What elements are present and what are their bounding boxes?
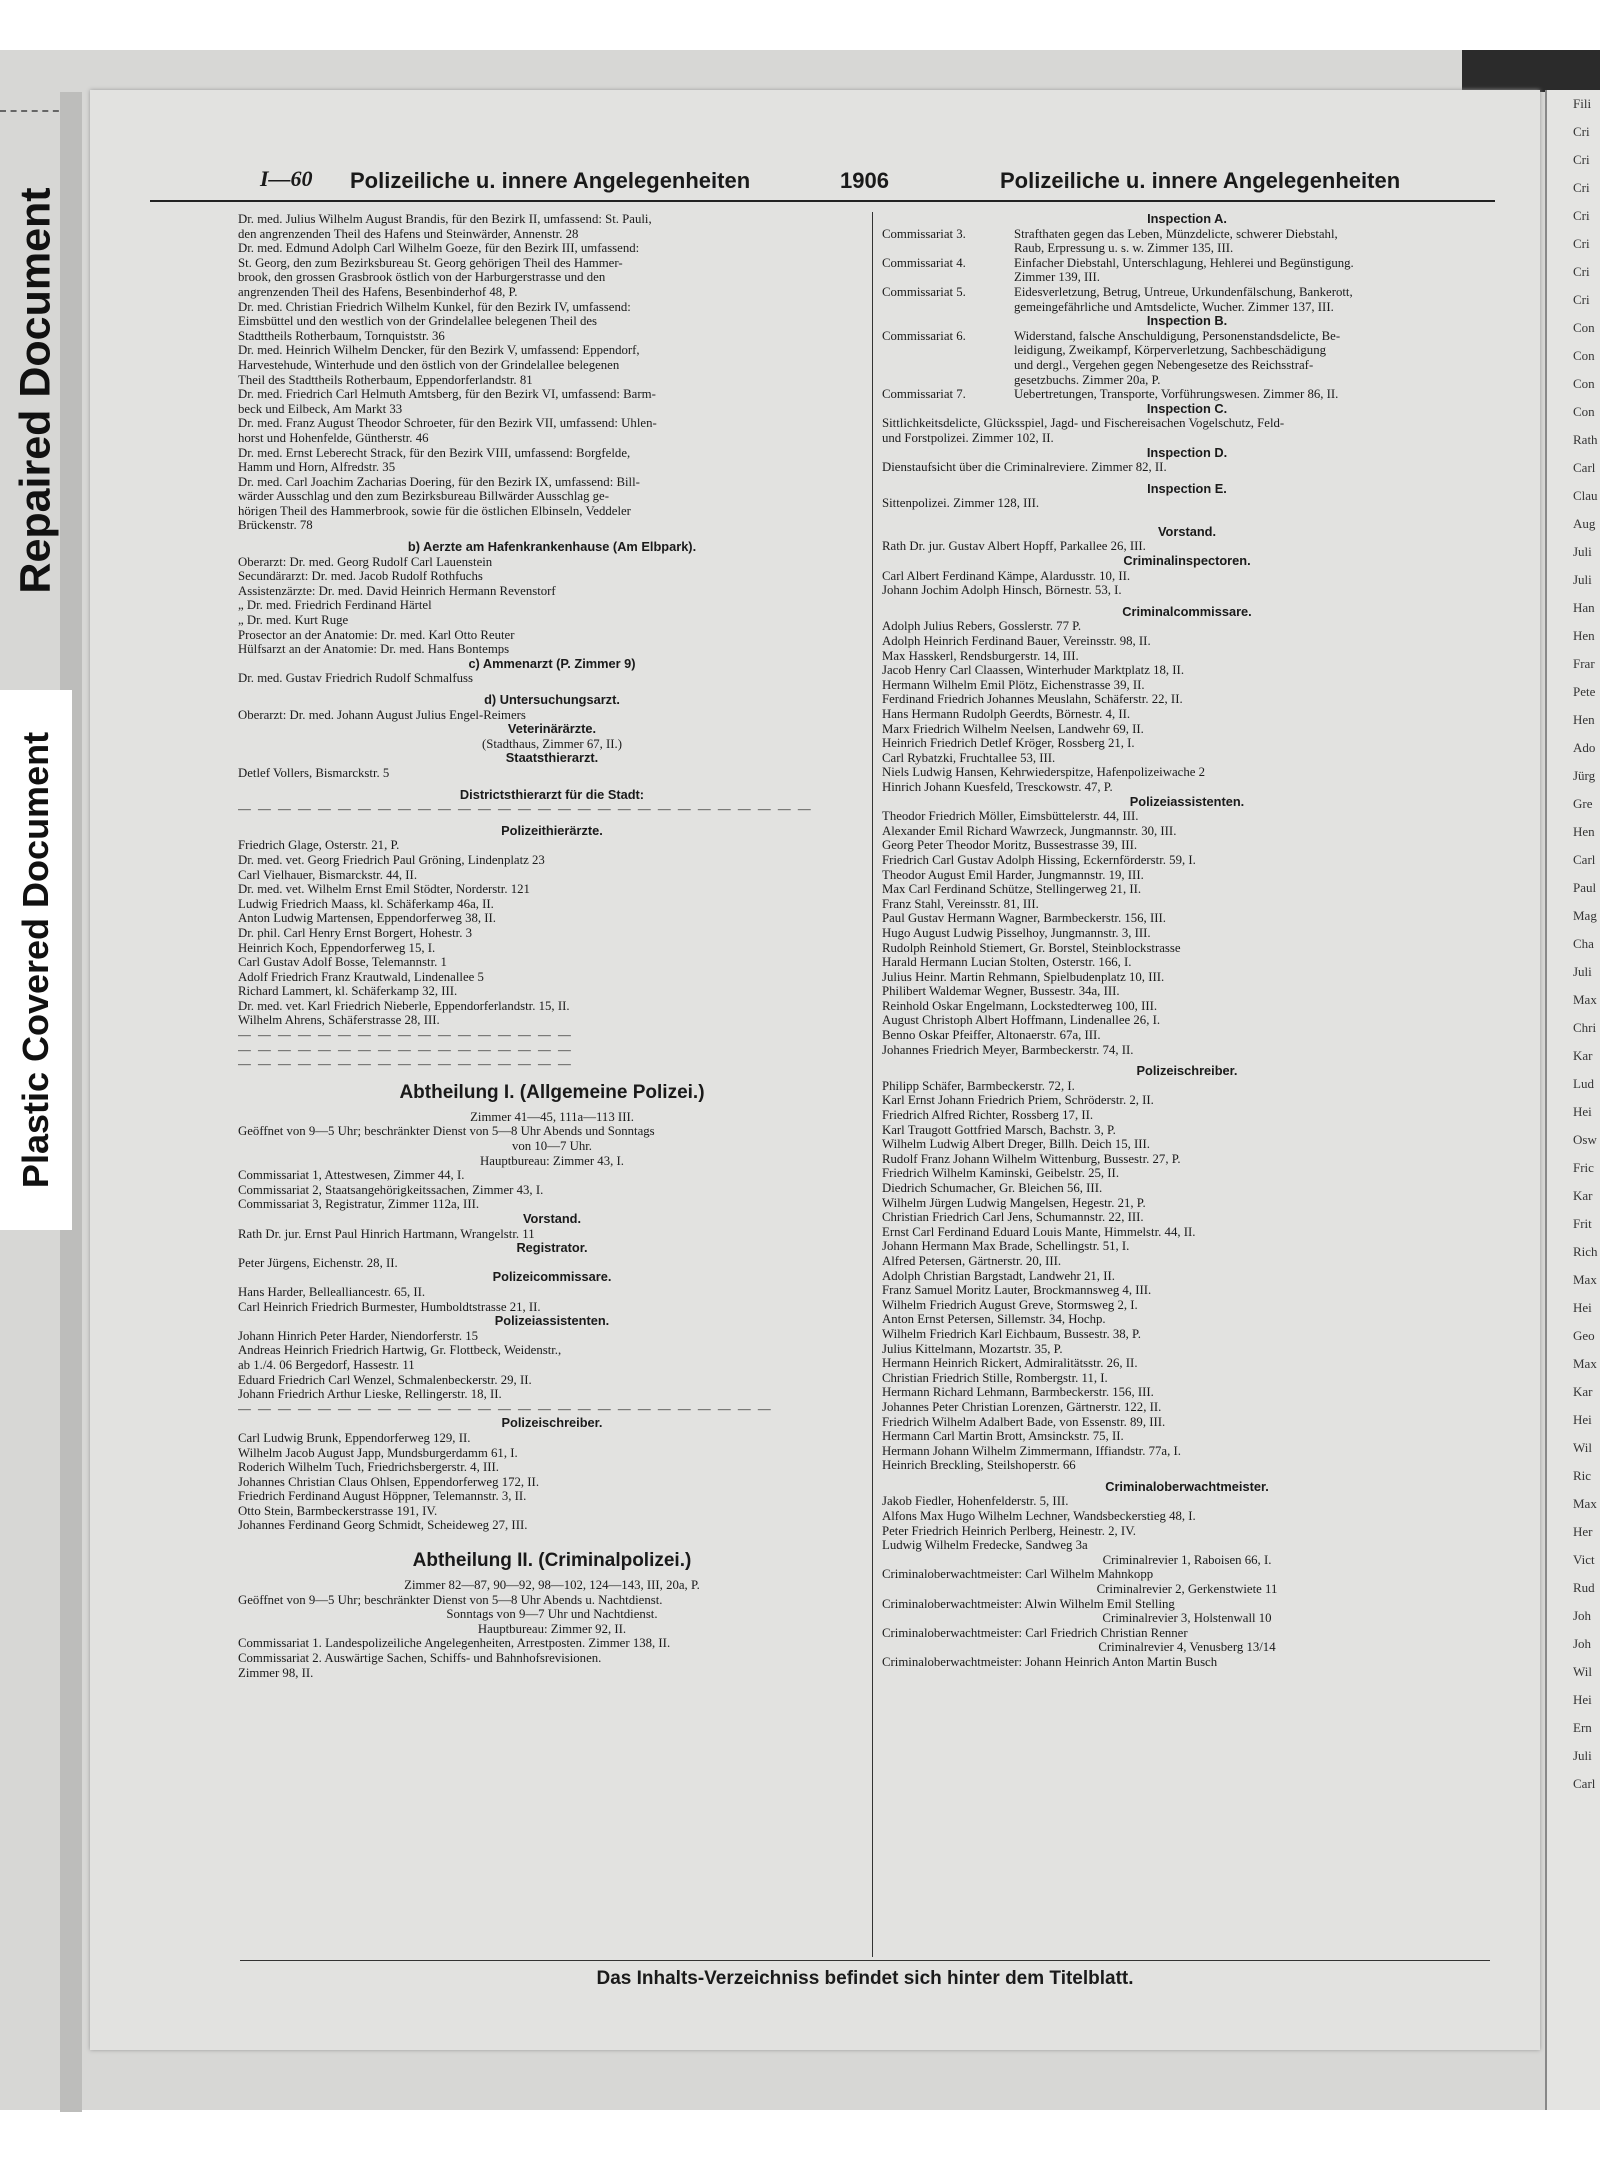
text-line: Johann Jochim Adolph Hinsch, Börnestr. 53, I.	[882, 583, 1122, 598]
text-line: Friedrich Ferdinand August Höppner, Telemannstr. 3, II.	[238, 1489, 527, 1504]
text-line: Sittlichkeitsdelicte, Glücksspiel, Jagd- und Fischereisachen Vogelschutz, Feld-	[882, 416, 1285, 431]
text-line: Friedrich Carl Gustav Adolph Hissing, Eckernförderstr. 59, I.	[882, 852, 1196, 867]
centered-line: Criminalrevier 1, Raboisen 66, I.	[1102, 1552, 1272, 1567]
right-column	[882, 212, 1492, 1670]
next-page-fragment: Hei	[1573, 1300, 1592, 1315]
section-heading: Polizeithierärzte.	[501, 822, 603, 838]
next-page-fragment: Hen	[1573, 628, 1595, 643]
text-line: Hermann Heinrich Rickert, Admiralitätsstr. 26, II.	[882, 1356, 1138, 1371]
text-line: Geöffnet von 9—5 Uhr; beschränkter Dienst von 5—8 Uhr Abends und Sonntags	[238, 1124, 655, 1139]
commissariat-text: und dergl., Vergehen gegen Nebengesetze des Reichsstraf-	[1014, 357, 1314, 372]
commissariat-text: Einfacher Diebstahl, Unterschlagung, Hehlerei und Begünstigung.	[1014, 255, 1354, 270]
text-line: Adolph Heinrich Ferdinand Bauer, Vereinsstr. 98, II.	[882, 634, 1151, 649]
next-page-fragment: Cri	[1573, 264, 1590, 279]
text-line: Peter Friedrich Heinrich Perlberg, Heinestr. 2, IV.	[882, 1523, 1136, 1538]
next-page-fragment: Cha	[1573, 936, 1594, 951]
next-page-fragment: Ric	[1573, 1468, 1592, 1483]
next-page-fragment: Juli	[1573, 544, 1592, 559]
text-line: Secundärarzt: Dr. med. Jacob Rudolf Rothfuchs	[238, 569, 483, 584]
text-line: „ Dr. med. Kurt Ruge	[238, 613, 349, 628]
centered-line: Criminalrevier 3, Holstenwall 10	[1102, 1611, 1272, 1626]
text-line: Dr. med. Heinrich Wilhelm Dencker, für den Bezirk V, umfassend: Eppendorf,	[238, 343, 640, 358]
text-line: Johannes Ferdinand Georg Schmidt, Scheideweg 27, III.	[238, 1518, 528, 1533]
next-page-fragment: Vict	[1573, 1552, 1595, 1567]
commissariat-key	[882, 241, 1014, 256]
next-page-fragment: Hen	[1573, 824, 1595, 839]
spacer	[882, 511, 1492, 518]
next-page-fragment: Carl	[1573, 1776, 1596, 1791]
text-line: Heinrich Breckling, Steilshoperstr. 66	[882, 1458, 1076, 1473]
next-page-fragment: Kar	[1573, 1188, 1593, 1203]
text-line: Harvestehude, Winterhude und den östlich von der Grindelallee belegenen	[238, 357, 620, 372]
text-line: Roderich Wilhelm Tuch, Friedrichsbergerstr. 4, III.	[238, 1460, 499, 1475]
text-line: Theodor Friedrich Möller, Eimsbüttelerstr. 44, III.	[882, 809, 1139, 824]
text-line: Geöffnet von 9—5 Uhr; beschränkter Dienst von 5—8 Uhr Abends u. Nachtdienst.	[238, 1592, 663, 1607]
text-line: Theil des Stadttheils Rotherbaum, Eppendorferlandstr. 81	[238, 372, 533, 387]
next-page-fragment: Max	[1573, 1272, 1597, 1287]
section-heading: Districtsthierarzt für die Stadt:	[459, 786, 645, 802]
commissariat-row	[882, 300, 1492, 315]
next-page-fragment: Con	[1573, 404, 1595, 419]
text-line: Heinrich Koch, Eppendorferweg 15, I.	[238, 940, 436, 955]
text-line: Anton Ludwig Martensen, Eppendorferweg 38, II.	[238, 911, 496, 926]
dash-line: — — — — — — — — — — — — — — — — — — — — — — — — — — —	[238, 1401, 773, 1416]
commissariat-row	[882, 343, 1492, 358]
next-page-fragment: Paul	[1573, 880, 1597, 895]
footer-note: Das Inhalts-Verzeichniss befindet sich hinter dem Titelblatt.	[596, 1968, 1134, 1989]
next-page-fragment: Frit	[1573, 1216, 1592, 1231]
commissariat-row	[882, 256, 1492, 271]
next-page-fragment: Cri	[1573, 152, 1590, 167]
text-line: Heinrich Friedrich Detlef Kröger, Rossberg 21, I.	[882, 736, 1135, 751]
text-line: „ Dr. med. Friedrich Ferdinand Härtel	[238, 598, 432, 613]
next-page-fragment: Max	[1573, 1356, 1597, 1371]
text-line: Johann Hermann Max Brade, Schellingstr. 51, I.	[882, 1239, 1130, 1254]
repaired-document-label: Repaired Document	[11, 186, 60, 594]
text-line: Wilhelm Jacob August Japp, Mundsburgerdamm 61, I.	[238, 1445, 518, 1460]
next-page-fragment: Her	[1573, 1524, 1593, 1539]
next-page-fragment: Cri	[1573, 208, 1590, 223]
text-line: Commissariat 3, Registratur, Zimmer 112a, III.	[238, 1197, 480, 1212]
text-line: Paul Gustav Hermann Wagner, Barmbeckerstr. 156, III.	[882, 911, 1166, 926]
commissariat-text: Eidesverletzung, Betrug, Untreue, Urkundenfälschung, Bankerott,	[1014, 284, 1353, 299]
text-line: Hermann Wilhelm Emil Plötz, Eichenstrasse 39, II.	[882, 677, 1145, 692]
text-line: wärder Ausschlag und den zum Bezirksbureau Billwärder Ausschlag ge-	[238, 489, 610, 504]
section-heading: Inspection A.	[1147, 211, 1227, 226]
text-line: Diedrich Schumacher, Gr. Bleichen 56, III.	[882, 1181, 1103, 1195]
text-line: Criminaloberwachtmeister: Carl Friedrich Christian Renner	[882, 1625, 1188, 1640]
text-line: Dr. med. Christian Friedrich Wilhelm Kunkel, für den Bezirk IV, umfassend:	[238, 299, 631, 314]
text-line: Commissariat 2, Staatsangehörigkeitssachen, Zimmer 43, I.	[238, 1182, 544, 1197]
commissariat-row	[882, 387, 1492, 402]
next-page-fragment: Lud	[1573, 1076, 1594, 1091]
text-line: und Forstpolizei. Zimmer 102, II.	[882, 430, 1054, 445]
text-line: Dr. med. vet. Karl Friedrich Nieberle, Eppendorferlandstr. 15, II.	[238, 998, 570, 1013]
text-line: Friedrich Wilhelm Kaminski, Geibelstr. 25, II.	[882, 1166, 1120, 1181]
next-page-fragment: Fili	[1573, 96, 1592, 111]
commissariat-key	[882, 270, 1014, 285]
next-page-fragment: Chri	[1573, 1020, 1597, 1035]
dash-line: — — — — — — — — — — — — — — — — —	[238, 1028, 573, 1043]
text-line: Carl Vielhauer, Bismarckstr. 44, II.	[238, 867, 418, 882]
text-line: Hans Hermann Rudolph Geerdts, Börnestr. 4, II.	[882, 707, 1131, 721]
next-page-fragment: Joh	[1573, 1636, 1592, 1651]
section-heading: Staatsthierarzt.	[505, 750, 599, 766]
section-heading: Inspection D.	[1146, 444, 1228, 460]
text-line: Hinrich Johann Kuesfeld, Tresckowstr. 47, P.	[882, 779, 1113, 794]
text-line: ab 1./4. 06 Bergedorf, Hassestr. 11	[238, 1357, 415, 1372]
centered-line: Zimmer 82—87, 90—92, 98—102, 124—143, III, 20a, P.	[404, 1578, 700, 1593]
next-page-fragment: Hen	[1573, 712, 1595, 727]
text-line: Jacob Henry Carl Claassen, Winterhuder Marktplatz 18, II.	[882, 663, 1185, 678]
text-line: Dr. med. Ernst Leberecht Strack, für den Bezirk VIII, umfassend: Borgfelde,	[238, 445, 631, 460]
centered-line: Criminalrevier 4, Venusberg 13/14	[1098, 1640, 1276, 1655]
scan-dark-corner	[1462, 50, 1600, 92]
section-heading: b) Aerzte am Hafenkrankenhause (Am Elbpark).	[407, 539, 697, 555]
next-page-fragment: Geo	[1573, 1328, 1595, 1343]
centered-line: Sonntags von 9—7 Uhr und Nachtdienst.	[446, 1607, 658, 1622]
text-line: Johann Friedrich Arthur Lieske, Rellingerstr. 18, II.	[238, 1387, 502, 1402]
commissariat-row	[882, 373, 1492, 388]
section-heading: Criminalinspectoren.	[1123, 553, 1251, 569]
dash-line: — — — — — — — — — — — — — — — — —	[238, 1042, 573, 1057]
text-line: Brückenstr. 78	[238, 518, 313, 533]
next-page-edge	[1545, 90, 1600, 2110]
section-heading: Inspection B.	[1146, 313, 1228, 329]
next-page-fragment: Ern	[1573, 1720, 1592, 1735]
text-line: Commissariat 2. Auswärtige Sachen, Schiffs- und Bahnhofsrevisionen.	[238, 1651, 602, 1666]
next-page-fragment: Jürg	[1573, 768, 1596, 783]
text-line: Hermann Carl Martin Brott, Amsinckstr. 75, II.	[882, 1429, 1124, 1444]
text-line: August Christoph Albert Hoffmann, Lindenallee 26, I.	[882, 1013, 1161, 1028]
side-labels	[0, 120, 72, 1240]
next-page-fragment: Wil	[1573, 1664, 1592, 1679]
next-page-fragment: Carl	[1573, 852, 1596, 867]
text-line: Criminaloberwachtmeister: Carl Wilhelm Mahnkopp	[882, 1567, 1154, 1582]
text-line: Karl Traugott Gottfried Marsch, Bachstr. 3, P.	[882, 1122, 1116, 1137]
text-line: Ludwig Friedrich Maass, kl. Schäferkamp 46a, II.	[238, 896, 494, 911]
text-line: Philipp Schäfer, Barmbeckerstr. 72, I.	[882, 1078, 1075, 1093]
centered-line: Hauptbureau: Zimmer 43, I.	[480, 1153, 624, 1168]
text-line: Carl Albert Ferdinand Kämpe, Alardusstr. 10, II.	[882, 568, 1131, 583]
text-line: Niels Ludwig Hansen, Kehrwiederspitze, Hafenpolizeiwache 2	[882, 765, 1206, 780]
text-line: Rath Dr. jur. Gustav Albert Hopff, Parkallee 26, III.	[882, 539, 1146, 554]
centered-line: von 10—7 Uhr.	[512, 1139, 592, 1154]
text-line: Hans Harder, Bellealliancestr. 65, II.	[238, 1284, 426, 1299]
section-heading: Inspection E.	[1147, 480, 1227, 496]
commissariat-key	[882, 373, 1014, 388]
section-heading: Registrator.	[516, 1240, 588, 1256]
text-line: Christian Friedrich Carl Jens, Schumannstr. 22, III.	[882, 1210, 1144, 1225]
header-year: 1906	[840, 168, 889, 193]
next-page-fragment: Ado	[1573, 740, 1596, 755]
text-line: Anton Ernst Petersen, Sillemstr. 34, Hochp.	[882, 1312, 1106, 1327]
text-line: den angrenzenden Theil des Hafens und Steinwärder, Annenstr. 28	[238, 226, 579, 241]
next-page-fragment: Gre	[1573, 796, 1593, 811]
next-page-fragment: Wil	[1573, 1440, 1592, 1455]
text-line: Prosector an der Anatomie: Dr. med. Karl Otto Reuter	[238, 627, 515, 642]
text-line: Alfons Max Hugo Wilhelm Lechner, Wandsbeckerstieg 48, I.	[882, 1509, 1196, 1524]
next-page-fragment: Hei	[1573, 1692, 1592, 1707]
text-line: Rath Dr. jur. Ernst Paul Hinrich Hartmann, Wrangelstr. 11	[238, 1226, 535, 1241]
text-line: Oberarzt: Dr. med. Johann August Julius Engel-Reimers	[238, 707, 526, 722]
next-page-fragment: Aug	[1573, 516, 1596, 531]
text-line: Carl Gustav Adolf Bosse, Telemannstr. 1	[238, 955, 447, 970]
next-page-fragment: Kar	[1573, 1048, 1593, 1063]
section-heading: Veterinärärzte.	[507, 721, 597, 737]
text-line: Ferdinand Friedrich Johannes Meuslahn, Schäferstr. 22, II.	[882, 692, 1183, 707]
next-page-fragment: Juli	[1573, 964, 1592, 979]
text-line: Carl Rybatzki, Fruchtallee 53, III.	[882, 750, 1056, 765]
text-line: Peter Jürgens, Eichenstr. 28, II.	[238, 1255, 398, 1270]
text-line: Criminaloberwachtmeister: Johann Heinrich Anton Martin Busch	[882, 1655, 1218, 1669]
header-title-left: Polizeiliche u. innere Angelegenheiten	[350, 168, 751, 193]
next-page-fragment: Pete	[1573, 684, 1596, 699]
commissariat-key: Commissariat 6.	[882, 328, 966, 343]
text-line: Dr. med. Franz August Theodor Schroeter, für den Bezirk VII, umfassend: Uhlen-	[238, 416, 657, 431]
text-line: Commissariat 1. Landespolizeiliche Angelegenheiten, Arrestposten. Zimmer 138, II.	[238, 1636, 671, 1651]
commissariat-key: Commissariat 4.	[882, 255, 966, 270]
text-line: Dr. med. Gustav Friedrich Rudolf Schmalfuss	[238, 671, 473, 686]
text-line: Friedrich Alfred Richter, Rossberg 17, II.	[882, 1108, 1094, 1123]
text-line: Commissariat 1, Attestwesen, Zimmer 44, I.	[238, 1168, 465, 1183]
text-line: St. Georg, den zum Bezirksbureau St. Georg gehörigen Theil des Hammer-	[238, 255, 623, 270]
text-line: Richard Lammert, kl. Schäferkamp 32, III.	[238, 984, 458, 999]
text-line: Adolf Friedrich Franz Krautwald, Lindenallee 5	[238, 969, 484, 984]
next-page-fragment: Clau	[1573, 488, 1598, 503]
text-line: Dr. med. Julius Wilhelm August Brandis, für den Bezirk II, umfassend: St. Pauli,	[238, 212, 652, 226]
page-header	[150, 160, 1495, 202]
text-line: Ludwig Wilhelm Fredecke, Sandweg 3a	[882, 1538, 1088, 1553]
text-line: Franz Samuel Moritz Lauter, Brockmannsweg 4, III.	[882, 1283, 1152, 1298]
department-heading: Abtheilung I. (Allgemeine Polizei.)	[399, 1081, 705, 1103]
text-line: Marx Friedrich Wilhelm Neelsen, Landwehr 69, II.	[882, 721, 1144, 736]
commissariat-text: leidigung, Zweikampf, Körperverletzung, Sachbeschädigung	[1014, 343, 1327, 358]
plastic-covered-label: Plastic Covered Document	[0, 690, 72, 1230]
text-line: Dr. med. Carl Joachim Zacharias Doering, für den Bezirk IX, umfassend: Bill-	[238, 474, 640, 489]
text-line: Wilhelm Jürgen Ludwig Mangelsen, Hegestr. 21, P.	[882, 1195, 1146, 1210]
text-line: Georg Peter Theodor Moritz, Bussestrasse 39, III.	[882, 838, 1138, 853]
spacer	[238, 1533, 866, 1540]
section-heading: Polizeiassistenten.	[494, 1313, 610, 1329]
commissariat-text: Zimmer 139, III.	[1014, 270, 1100, 285]
commissariat-row	[882, 285, 1492, 300]
commissariat-text: gemeingefährliche und Amtsdelicte, Wucher. Zimmer 137, III.	[1014, 299, 1334, 314]
next-page-fragment: Hei	[1573, 1104, 1592, 1119]
section-heading: Polizeischreiber.	[501, 1415, 603, 1431]
text-line: Friedrich Glage, Osterstr. 21, P.	[238, 838, 400, 853]
next-page-fragment: Juli	[1573, 572, 1592, 587]
section-heading: Polizeischreiber.	[1136, 1063, 1238, 1079]
left-column	[238, 212, 866, 1680]
text-line: Dr. med. Friedrich Carl Helmuth Amtsberg, für den Bezirk VI, umfassend: Barm-	[238, 387, 656, 402]
text-line: Rudolph Reinhold Stiemert, Gr. Borstel, Steinblockstrasse	[882, 940, 1181, 955]
section-heading: Vorstand.	[522, 1211, 582, 1226]
text-line: Stadttheils Rotherbaum, Tornquiststr. 36	[238, 328, 445, 343]
text-line: horst und Hohenfelde, Güntherstr. 46	[238, 430, 429, 445]
text-line: Wilhelm Friedrich Karl Eichbaum, Bussestr. 38, P.	[882, 1326, 1141, 1341]
next-page-fragment: Rud	[1573, 1580, 1595, 1595]
text-line: Dr. med. vet. Georg Friedrich Paul Gröning, Lindenplatz 23	[238, 852, 545, 867]
next-page-fragment: Joh	[1573, 1608, 1592, 1623]
text-line: Wilhelm Ludwig Albert Dreger, Billh. Deich 15, III.	[882, 1137, 1150, 1152]
next-page-fragment: Cri	[1573, 236, 1590, 251]
section-heading: Criminalcommissare.	[1122, 603, 1252, 619]
section-heading: Polizeicommissare.	[492, 1269, 612, 1285]
section-heading: c) Ammenarzt (P. Zimmer 9)	[468, 655, 636, 671]
text-line: brook, den grossen Grasbrook östlich von der Harburgerstrasse und den	[238, 270, 606, 285]
text-line: Detlef Vollers, Bismarckstr. 5	[238, 765, 390, 780]
commissariat-row	[882, 227, 1492, 242]
section-heading: d) Untersuchungsarzt.	[484, 692, 620, 707]
text-line: Hugo August Ludwig Pisselhoy, Jungmannstr. 3, III.	[882, 925, 1151, 940]
text-line: Rudolf Franz Johann Wilhelm Wittenburg, Bussestr. 27, P.	[882, 1151, 1181, 1166]
text-line: beck und Eilbeck, Am Markt 33	[238, 401, 403, 416]
next-page-fragment: Rich	[1573, 1244, 1598, 1259]
text-line: Theodor August Emil Harder, Jungmannstr. 19, III.	[882, 867, 1144, 882]
next-page-fragment: Carl	[1573, 460, 1596, 475]
text-line: Andreas Heinrich Friedrich Hartwig, Gr. Flottbeck, Weidenstr.,	[238, 1343, 562, 1358]
text-line: Ernst Carl Ferdinand Eduard Louis Mante, Himmelstr. 44, II.	[882, 1224, 1196, 1239]
section-heading: Polizeiassistenten.	[1129, 793, 1245, 809]
next-page-fragment: Cri	[1573, 180, 1590, 195]
text-line: Johann Hinrich Peter Harder, Niendorferstr. 15	[238, 1328, 479, 1343]
text-line: Dr. med. vet. Wilhelm Ernst Emil Stödter, Norderstr. 121	[238, 882, 530, 897]
text-line: Karl Ernst Johann Friedrich Priem, Schröderstr. 2, II.	[882, 1093, 1154, 1108]
text-line: Alfred Petersen, Gärtnerstr. 20, III.	[882, 1253, 1062, 1268]
text-line: Adolph Christian Bargstadt, Landwehr 21, II.	[882, 1268, 1115, 1283]
next-page-fragment: Mag	[1573, 908, 1597, 923]
commissariat-key	[882, 358, 1014, 373]
text-line: Max Carl Ferdinand Schütze, Stellingerweg 21, II.	[882, 882, 1142, 897]
text-line: Alexander Emil Richard Wawrzeck, Jungmannstr. 30, III.	[882, 823, 1177, 838]
column-divider	[872, 212, 873, 1957]
centered-line: Hauptbureau: Zimmer 92, II.	[477, 1621, 627, 1636]
text-line: Hülfsarzt an der Anatomie: Dr. med. Hans Bontemps	[238, 642, 510, 657]
footer-rule	[240, 1960, 1490, 1961]
text-line: Adolph Julius Rebers, Gosslerstr. 77 P.	[882, 619, 1082, 634]
centered-line: Zimmer 41—45, 111a—113 III.	[470, 1109, 634, 1124]
commissariat-key	[882, 300, 1014, 315]
text-line: Franz Stahl, Vereinsstr. 81, III.	[882, 896, 1039, 911]
commissariat-text: Strafthaten gegen das Leben, Münzdelicte, schwerer Diebstahl,	[1014, 226, 1338, 241]
text-line: Benno Oskar Pfeiffer, Altonaerstr. 67a, III.	[882, 1028, 1101, 1043]
text-line: Assistenzärzte: Dr. med. David Heinrich Hermann Revenstorf	[238, 583, 556, 598]
next-page-fragment: Con	[1573, 320, 1595, 335]
text-line: Harald Hermann Lucian Stolten, Osterstr. 166, I.	[882, 955, 1132, 970]
text-line: Reinhold Oskar Engelmann, Lockstedterweg 100, III.	[882, 998, 1158, 1013]
text-line: Oberarzt: Dr. med. Georg Rudolf Carl Lauenstein	[238, 554, 493, 569]
text-line: Christian Friedrich Stille, Rombergstr. 11, I.	[882, 1370, 1108, 1385]
commissariat-key: Commissariat 5.	[882, 284, 966, 299]
commissariat-text: Raub, Erpressung u. s. w. Zimmer 135, III.	[1014, 241, 1234, 256]
text-line: Hermann Johann Wilhelm Zimmermann, Iffiandstr. 77a, I.	[882, 1443, 1181, 1458]
department-heading: Abtheilung II. (Criminalpolizei.)	[412, 1550, 692, 1572]
text-line: Carl Heinrich Friedrich Burmester, Humboldtstrasse 21, II.	[238, 1299, 541, 1314]
commissariat-text: gesetzbuchs. Zimmer 20a, P.	[1014, 372, 1161, 387]
next-page-fragment: Max	[1573, 1496, 1597, 1511]
text-line: Johannes Peter Christian Lorenzen, Gärtnerstr. 122, II.	[882, 1399, 1162, 1414]
next-page-fragment: Rath	[1573, 432, 1598, 447]
text-line: Carl Ludwig Brunk, Eppendorferweg 129, II.	[238, 1430, 471, 1445]
text-line: Sittenpolizei. Zimmer 128, III.	[882, 496, 1040, 511]
text-line: Friedrich Wilhelm Adalbert Bade, von Essenstr. 89, III.	[882, 1414, 1166, 1429]
text-line: Eduard Friedrich Carl Wenzel, Schmalenbeckerstr. 29, II.	[238, 1372, 532, 1387]
text-line: Wilhelm Ahrens, Schäferstrasse 28, III.	[238, 1013, 440, 1028]
next-page-fragment: Hei	[1573, 1412, 1592, 1427]
dash-line: — — — — — — — — — — — — — — — — — — — — — — — — — — — — —	[238, 802, 813, 817]
commissariat-key	[882, 343, 1014, 358]
text-line: hörigen Theil des Hammerbrook, sowie für die östlichen Elbinseln, Veddeler	[238, 503, 631, 518]
commissariat-text: Widerstand, falsche Anschuldigung, Personenstandsdelicte, Be-	[1014, 328, 1341, 343]
text-line: Dr. med. Edmund Adolph Carl Wilhelm Goeze, für den Bezirk III, umfassend:	[238, 241, 640, 256]
commissariat-row	[882, 329, 1492, 344]
text-line: Dienstaufsicht über die Criminalreviere. Zimmer 82, II.	[882, 460, 1167, 475]
text-line: Eimsbüttel und den westlich von der Grindelallee belegenen Theil des	[238, 314, 598, 329]
text-line: Julius Kittelmann, Mozartstr. 35, P.	[882, 1341, 1063, 1356]
text-line: Dr. phil. Carl Henry Ernst Borgert, Hohestr. 3	[238, 925, 472, 940]
header-title-right: Polizeiliche u. innere Angelegenheiten	[1000, 168, 1401, 193]
page-number: I—60	[260, 166, 313, 191]
centered-line: Criminalrevier 2, Gerkenstwiete 11	[1096, 1582, 1278, 1597]
text-line: Criminaloberwachtmeister: Alwin Wilhelm Emil Stelling	[882, 1596, 1175, 1611]
next-page-fragment: Han	[1573, 600, 1595, 615]
text-line: Hamm und Horn, Alfredstr. 35	[238, 460, 396, 475]
section-heading: Inspection C.	[1146, 400, 1228, 416]
text-line: Wilhelm Friedrich August Greve, Stormsweg 2, I.	[882, 1297, 1138, 1312]
next-page-fragment: Frar	[1573, 656, 1595, 671]
commissariat-row	[882, 270, 1492, 285]
section-heading: Vorstand.	[1157, 523, 1217, 539]
next-page-fragment: Osw	[1573, 1132, 1597, 1147]
next-page-fragment: Juli	[1573, 1748, 1592, 1763]
next-page-fragment: Con	[1573, 348, 1595, 363]
section-heading: Criminaloberwachtmeister.	[1105, 1478, 1269, 1494]
commissariat-row	[882, 241, 1492, 256]
text-line: Jakob Fiedler, Hohenfelderstr. 5, III.	[882, 1494, 1069, 1509]
text-line: Philibert Waldemar Wegner, Bussestr. 34a, III.	[882, 984, 1120, 999]
text-line: Hermann Richard Lehmann, Barmbeckerstr. 156, III.	[882, 1385, 1154, 1400]
centered-line: (Stadthaus, Zimmer 67, II.)	[481, 736, 623, 751]
text-line: Otto Stein, Barmbeckerstrasse 191, IV.	[238, 1503, 438, 1518]
next-page-fragment: Kar	[1573, 1384, 1593, 1399]
commissariat-row	[882, 358, 1492, 373]
text-line: Julius Heinr. Martin Rehmann, Spielbudenplatz 10, III.	[882, 969, 1165, 984]
next-page-fragment: Fric	[1573, 1160, 1594, 1175]
text-line: Johannes Friedrich Meyer, Barmbeckerstr. 74, II.	[882, 1042, 1134, 1057]
next-page-fragment: Cri	[1573, 124, 1590, 139]
text-line: Max Hasskerl, Rendsburgerstr. 14, III.	[882, 648, 1079, 663]
text-line: Zimmer 98, II.	[238, 1665, 314, 1680]
next-page-fragment: Con	[1573, 376, 1595, 391]
dash-line: — — — — — — — — — — — — — — — — —	[238, 1057, 573, 1072]
next-page-fragment: Max	[1573, 992, 1597, 1007]
next-page-fragment: Cri	[1573, 292, 1590, 307]
text-line: Johannes Christian Claus Ohlsen, Eppendorferweg 172, II.	[238, 1474, 540, 1489]
commissariat-key: Commissariat 7.	[882, 387, 966, 402]
text-line: angrenzenden Theil des Hafens, Besenbinderhof 48, P.	[238, 284, 518, 299]
commissariat-text: Uebertretungen, Transporte, Vorführungswesen. Zimmer 86, II.	[1014, 387, 1339, 402]
commissariat-key: Commissariat 3.	[882, 226, 966, 241]
